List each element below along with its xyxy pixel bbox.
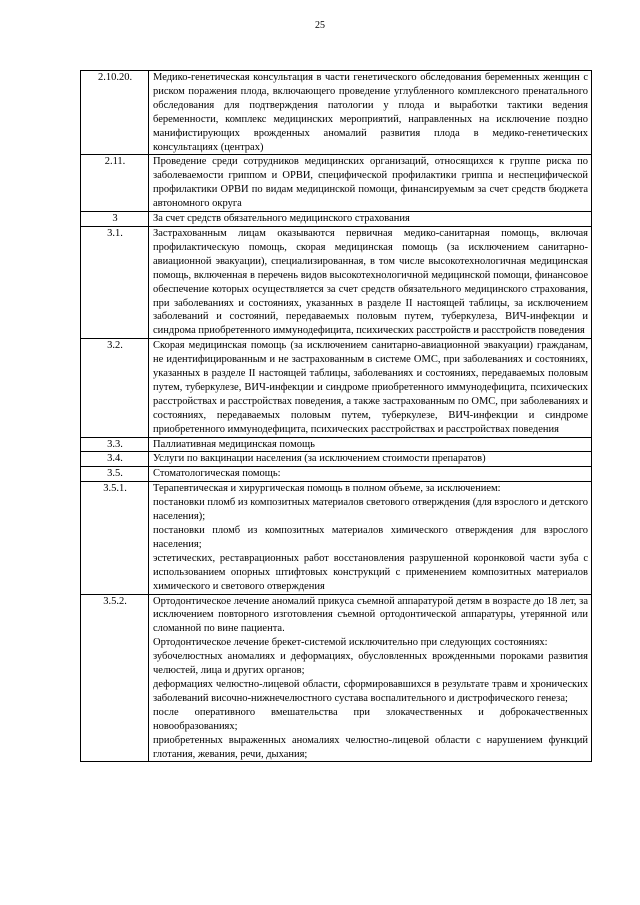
row-paragraph: Стоматологическая помощь: [153,468,281,480]
row-number: 3.4. [81,452,149,467]
row-number: 3.2. [81,339,149,437]
table-row [81,155,592,212]
row-text [149,155,592,212]
row-number: 3.5.1. [81,482,149,594]
row-paragraph: Услуги по вакцинации населения (за исключением стоимости препаратов) [153,453,486,465]
row-text [149,452,592,467]
row-paragraph: Ортодонтическое лечение аномалий прикуса съемной аппаратурой детям в возрасте до 18 лет, за исключением повторного изготовления съемной ортодонтической аппаратуры, утерянной или сломанной по вине пациента. [153,595,588,635]
table-row [81,452,592,467]
row-paragraph: деформациях челюстно-лицевой области, сформировавшихся в результате травм и хронических заболеваний височно-нижнечелюстного сустава воспалительного и дистрофического генеза; [153,678,588,704]
row-paragraph: Медико-генетическая консультация в части генетического обследования беременных женщин с риском поражения плода, включающего проведение углубленного комплексного пренатального обследования для подтверждения патологии у плода и выработки тактики ведения беременности, комплекс медицинских мероприятий, направленных на исключение поздно манифистирующих врожденных аномалий развития плода в медико-генетических консультациях (центрах) [153,72,588,153]
row-number: 3 [81,212,149,227]
table-row [81,594,592,762]
row-text [149,226,592,338]
table-row [81,482,592,594]
row-paragraph: после оперативного вмешательства при злокачественных и доброкачественных новообразованиях; [153,706,588,732]
row-number: 3.1. [81,226,149,338]
table-row [81,467,592,482]
row-number: 3.5. [81,467,149,482]
row-text [149,71,592,155]
row-paragraph: Проведение среди сотрудников медицинских организаций, относящихся к группе риска по заболеваемости гриппом и ОРВИ, специфической профилактики гриппа и неспецифической профилактики ОРВИ по видам медицинской помощи, финансируемым за счет средств бюджета автономного округа [153,156,588,210]
row-paragraph: Ортодонтическое лечение брекет-системой исключительно при следующих состояниях: [153,637,548,649]
row-paragraph: Скорая медицинская помощь (за исключением санитарно-авиационной эвакуации) гражданам, не идентифицированным и не застрахованным в системе ОМС, при заболеваниях и состояниях, указанных в разделе II настоящей таблицы, заболеваниях и состояниях, передаваемых половым путем, туберкулезе, ВИЧ-инфекции и синдроме приобретенного иммунодефицита, психических расстройствах и расстройствах поведения, а также застрахованным по ОМС, при заболеваниях и состояниях, передаваемых половым путем, туберкулезе, ВИЧ-инфекции и синдроме приобретенного иммунодефицита, психических расстройствах и расстройствах поведения [153,340,588,435]
row-paragraph: приобретенных выраженных аномалиях челюстно-лицевой области с нарушением функций глотания, жевания, речи, дыхания; [153,734,588,760]
row-paragraph: эстетических, реставрационных работ восстановления разрушенной коронковой части зуба с использованием опорных штифтовых конструкций с применением композитных материалов химического и светового отверждения [153,552,588,592]
table-body [81,71,592,762]
page-number: 25 [315,20,325,31]
table-row [81,212,592,227]
row-text [149,594,592,762]
row-paragraph: Паллиативная медицинская помощь [153,438,315,450]
row-paragraph: Застрахованным лицам оказываются первичная медико-санитарная помощь, включая профилактическую помощь, скорая медицинская помощь (за исключением санитарно-авиационной эвакуации), специализированная, в том числе высокотехнологичная медицинская помощь, включенная в перечень видов высокотехнологичной медицинской помощи, финансовое обеспечение которых осуществляется за счет средств обязательного медицинского страхования, при заболеваниях и состояниях, указанных в разделе II настоящей таблицы, за исключением заболеваний и состояний, передаваемых половым путем, туберкулеза, ВИЧ-инфекции и синдрома приобретенного иммунодефицита, психических расстройств и расстройств поведения [153,227,588,337]
row-text [149,467,592,482]
row-text [149,482,592,594]
row-paragraph: постановки пломб из композитных материалов светового отверждения (для взрослого и детского населения); [153,497,588,523]
row-paragraph: постановки пломб из композитных материалов химического отверждения для взрослого населения; [153,525,588,550]
row-number: 2.11. [81,155,149,212]
row-text [149,437,592,452]
table-row [81,339,592,437]
row-paragraph: зубочелюстных аномалиях и деформациях, обусловленных врожденными пороками развития челюстей, лица и других органов; [153,651,588,677]
table-row [81,226,592,338]
row-number: 2.10.20. [81,71,149,155]
row-number: 3.5.2. [81,594,149,762]
row-text [149,339,592,437]
table-row [81,71,592,155]
row-paragraph: За счет средств обязательного медицинского страхования [153,213,410,225]
row-paragraph: Терапевтическая и хирургическая помощь в полном объеме, за исключением: [153,483,501,495]
coverage-table [80,70,592,762]
table-row [81,437,592,452]
row-number: 3.3. [81,437,149,452]
row-text [149,212,592,227]
